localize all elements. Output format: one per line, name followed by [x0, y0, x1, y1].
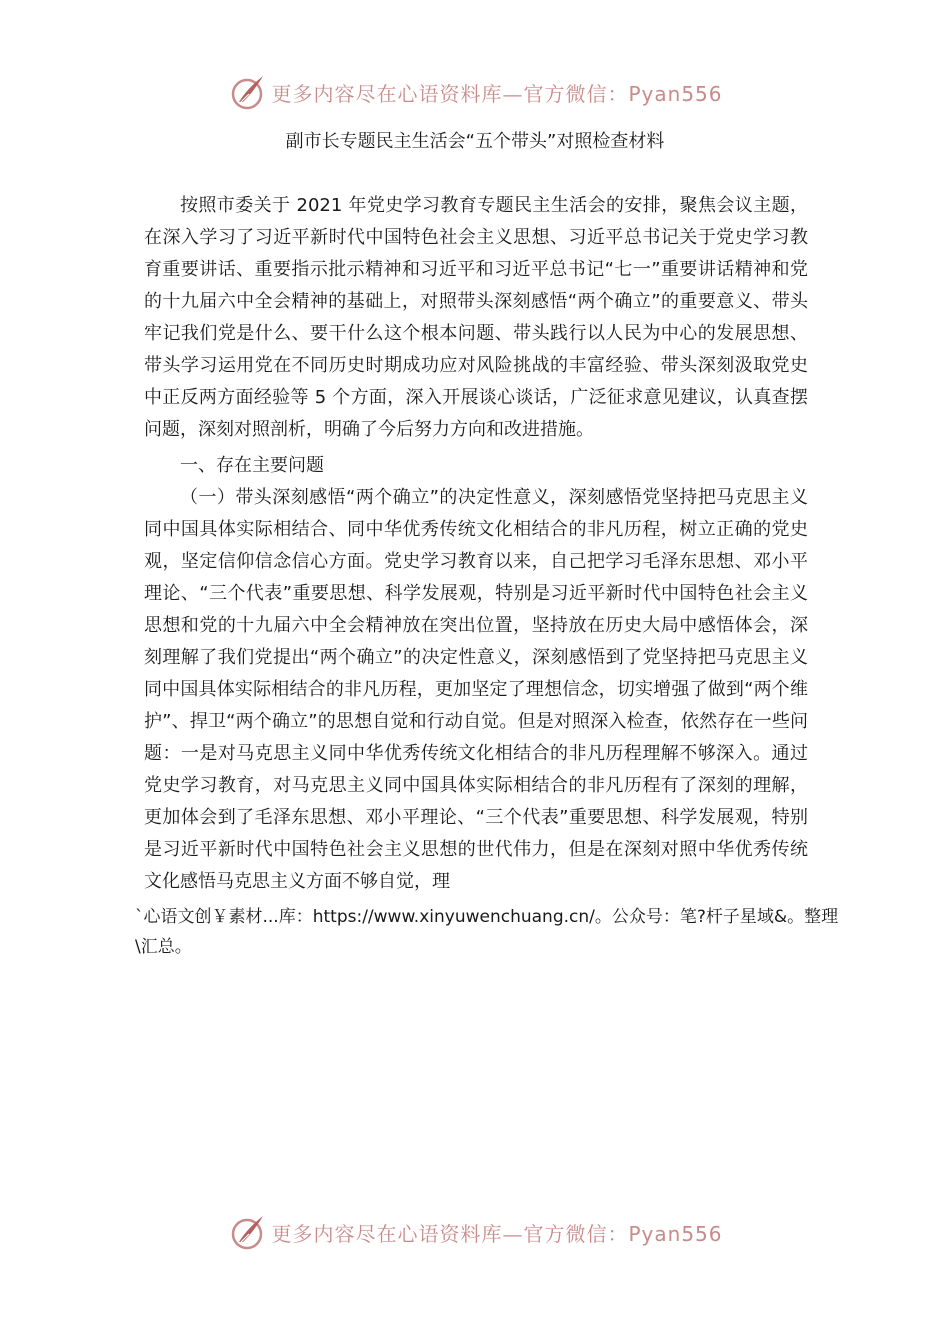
banner-text — [271, 78, 722, 107]
section-heading: 一、存在主要问题 — [180, 455, 324, 476]
banner-text-cn: 更多内容尽在心语资料库—官方微信： — [271, 81, 629, 106]
banner-wechat-id: Pyan556 — [628, 81, 723, 106]
quill-logo-icon — [227, 72, 267, 112]
footer-banner — [0, 1210, 950, 1254]
banner-text-cn: 更多内容尽在心语资料库—官方微信： — [271, 1221, 629, 1246]
document-title: 副市长专题民主生活会“五个带头”对照检查材料 — [285, 131, 665, 152]
section-paragraph: （一）带头深刻感悟“两个确立”的决定性意义，深刻感悟党坚持把马克思主义同中国具体实际相结合、同中华优秀传统文化相结合的非凡历程，树立正确的党史观，坚定信仰信念信心方面。党史学习教育以来，自己把学习毛泽东思想、邓小平理论、“三个代表”重要思想、科学发展观，特别是习近平新时代中国特色社会主义思想和党的十九届六中全会精神放在突出位置，坚持放在历史大局中感悟体会，深刻理解了我们党提出“两个确立”的决定性意义，深刻感悟到了党坚持把马克思主义同中国具体实际相结合的非凡历程，更加坚定了理想信念，切实增强了做到“两个维护”、捍卫“两个确立”的思想自觉和行动自觉。但是对照深入检查，依然存在一些问题：一是对马克思主义同中华优秀传统文化相结合的非凡历程理解不够深入。通过党史学习教育，对马克思主义同中国具体实际相结合的非凡历程有了深刻的理解，更加体会到了毛泽东思想、邓小平理论、“三个代表”重要思想、科学发展观，特别是习近平新时代中国特色社会主义思想的世代伟力，但是在深刻对照中华优秀传统文化感悟马克思主义方面不够自觉，理 — [144, 487, 808, 892]
intro-paragraph: 按照市委关于 2021 年党史学习教育专题民主生活会的安排，聚焦会议主题，在深入学习了习近平新时代中国特色社会主义思想、习近平总书记关于党史学习教育重要讲话、重要指示批示精神和习近平和习近平总书记“七一”重要讲话精神和党的十九届六中全会精神的基础上，对照带头深刻感悟“两个确立”的重要意义、带头牢记我们党是什么、要干什么这个根本问题、带头践行以人民为中心的发展思想、带头学习运用党在不同历史时期成功应对风险挑战的丰富经验、带头深刻汲取党史中正反两方面经验等 5 个方面，深入开展谈心谈话，广泛征求意见建议，认真查摆问题，深刻对照剖析，明确了今后努力方向和改进措施。 — [144, 195, 808, 440]
banner-text — [271, 1218, 722, 1247]
document-body — [144, 190, 808, 898]
quill-logo-icon — [227, 1212, 267, 1252]
header-banner — [0, 70, 950, 114]
banner-wechat-id: Pyan556 — [628, 1221, 723, 1246]
source-footnote: `心语文创￥素材...库：https://www.xinyuwenchuang.cn/。公众号：笔?杆子星域&。整理\汇总。 — [135, 907, 839, 957]
